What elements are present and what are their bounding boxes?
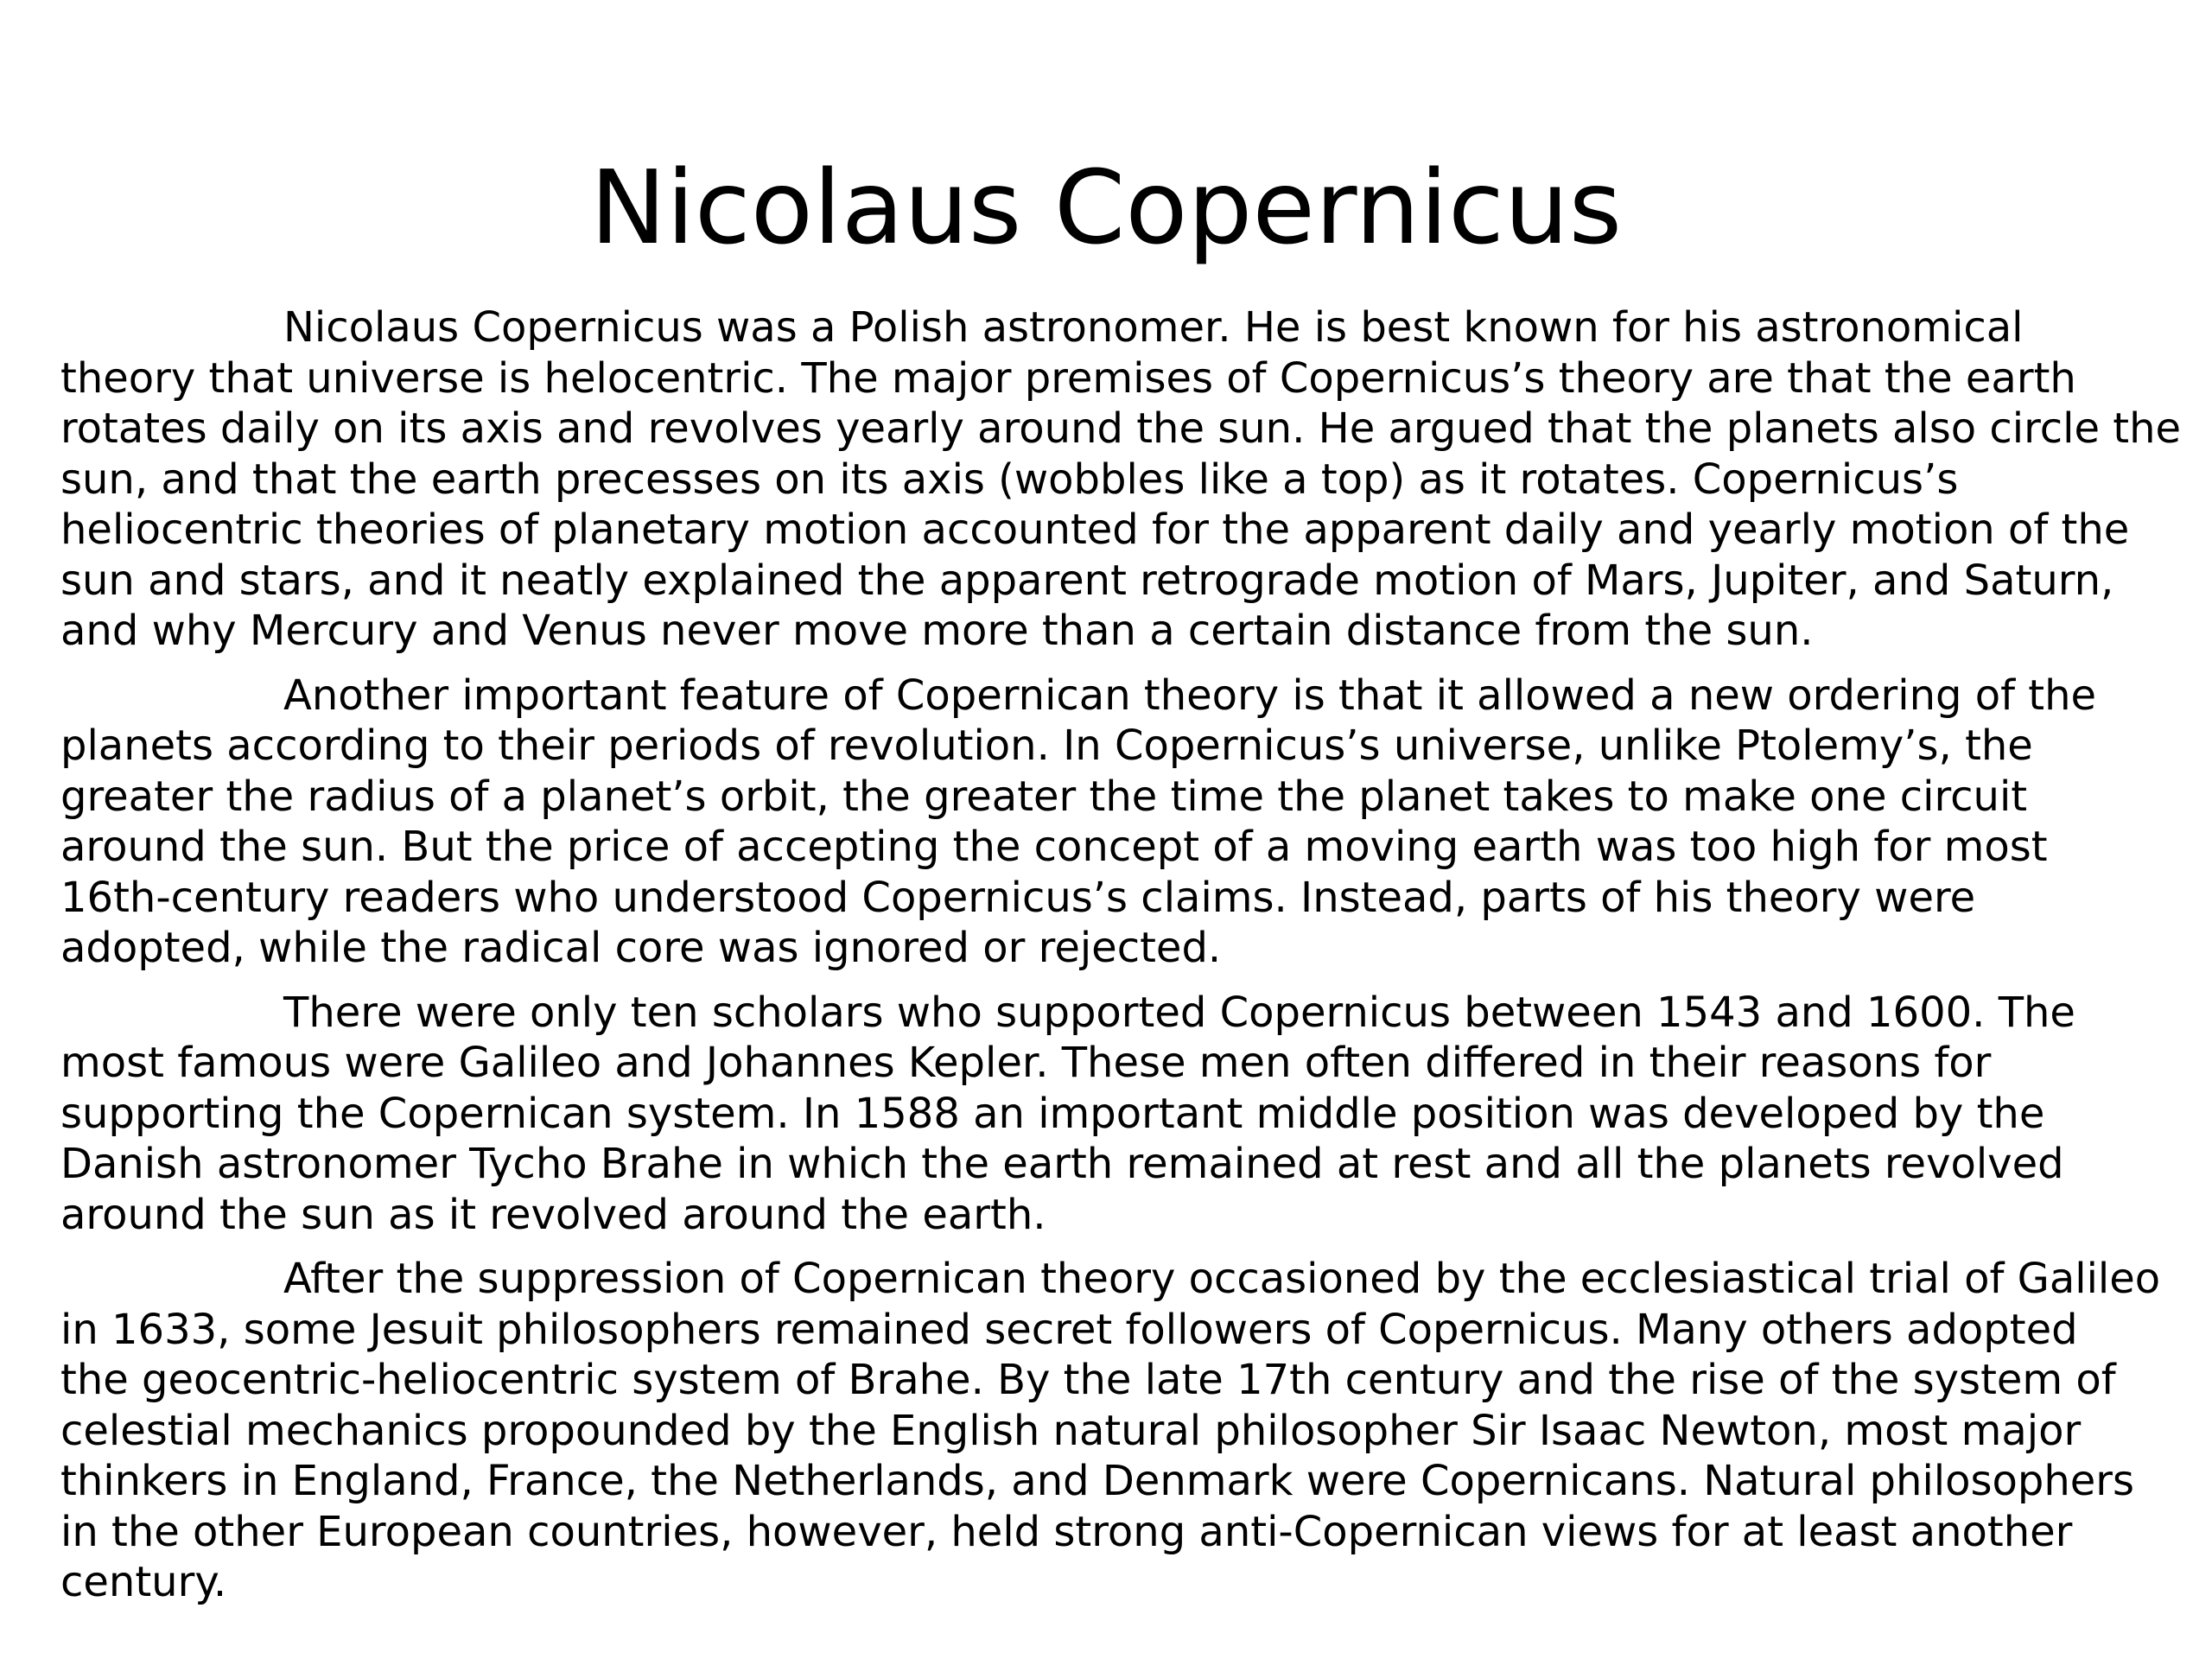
- text-line: There were only ten scholars who supported Copernicus between 1543 and 1600. The: [283, 988, 2075, 1037]
- text-line: the geocentric-heliocentric system of Brahe. By the late 17th century and the rise of the system of: [60, 1356, 2116, 1404]
- slide-title: Nicolaus Copernicus: [589, 148, 1623, 267]
- text-line: thinkers in England, France, the Netherlands, and Denmark were Copernicans. Natural philosophers: [60, 1457, 2135, 1505]
- text-line: greater the radius of a planet’s orbit, the greater the time the planet takes to make one circuit: [60, 772, 2028, 821]
- text-line: most famous were Galileo and Johannes Kepler. These men often differed in their reasons for: [60, 1039, 1992, 1087]
- text-line: century.: [60, 1558, 227, 1606]
- text-line: adopted, while the radical core was ignored or rejected.: [60, 924, 1222, 972]
- paragraph-1: [60, 302, 2203, 657]
- text-line: sun and stars, and it neatly explained the apparent retrograde motion of Mars, Jupiter, and Saturn,: [60, 556, 2114, 605]
- text-line: Danish astronomer Tycho Brahe in which the earth remained at rest and all the planets revolved: [60, 1140, 2064, 1188]
- text-line: celestial mechanics propounded by the English natural philosopher Sir Isaac Newton, most major: [60, 1406, 2082, 1455]
- text-line: sun, and that the earth precesses on its axis (wobbles like a top) as it rotates. Copernicus’s: [60, 454, 1959, 504]
- text-line: supporting the Copernican system. In 1588 an important middle position was developed by the: [60, 1089, 2045, 1138]
- text-line: around the sun as it revolved around the earth.: [60, 1190, 1046, 1239]
- text-line: Another important feature of Copernican theory is that it allowed a new ordering of the: [283, 671, 2097, 720]
- text-line: 16th-century readers who understood Copernicus’s claims. Instead, parts of his theory were: [60, 873, 1976, 922]
- text-line: heliocentric theories of planetary motion accounted for the apparent daily and yearly motion of the: [60, 505, 2130, 554]
- text-line: around the sun. But the price of accepting the concept of a moving earth was too high for most: [60, 823, 2048, 871]
- paragraph-2: [60, 671, 2203, 974]
- text-line: and why Mercury and Venus never move more than a certain distance from the sun.: [60, 607, 1814, 655]
- text-line: Nicolaus Copernicus was a Polish astronomer. He is best known for his astronomical: [283, 303, 2024, 352]
- slide-body: [60, 302, 2203, 1622]
- text-line: planets according to their periods of revolution. In Copernicus’s universe, unlike Ptolemy’s, the: [60, 721, 2033, 770]
- text-line: in 1633, some Jesuit philosophers remained secret followers of Copernicus. Many others adopted: [60, 1305, 2078, 1354]
- text-line: rotates daily on its axis and revolves yearly around the sun. He argued that the planets also circle the: [60, 404, 2182, 453]
- text-line: in the other European countries, however, held strong anti-Copernican views for at least another: [60, 1507, 2073, 1556]
- text-line: After the suppression of Copernican theory occasioned by the ecclesiastical trial of Galileo: [283, 1255, 2161, 1303]
- text-line: theory that universe is helocentric. The major premises of Copernicus’s theory are that the earth: [60, 353, 2076, 403]
- paragraph-3: [60, 988, 2203, 1241]
- paragraph-4: [60, 1254, 2203, 1608]
